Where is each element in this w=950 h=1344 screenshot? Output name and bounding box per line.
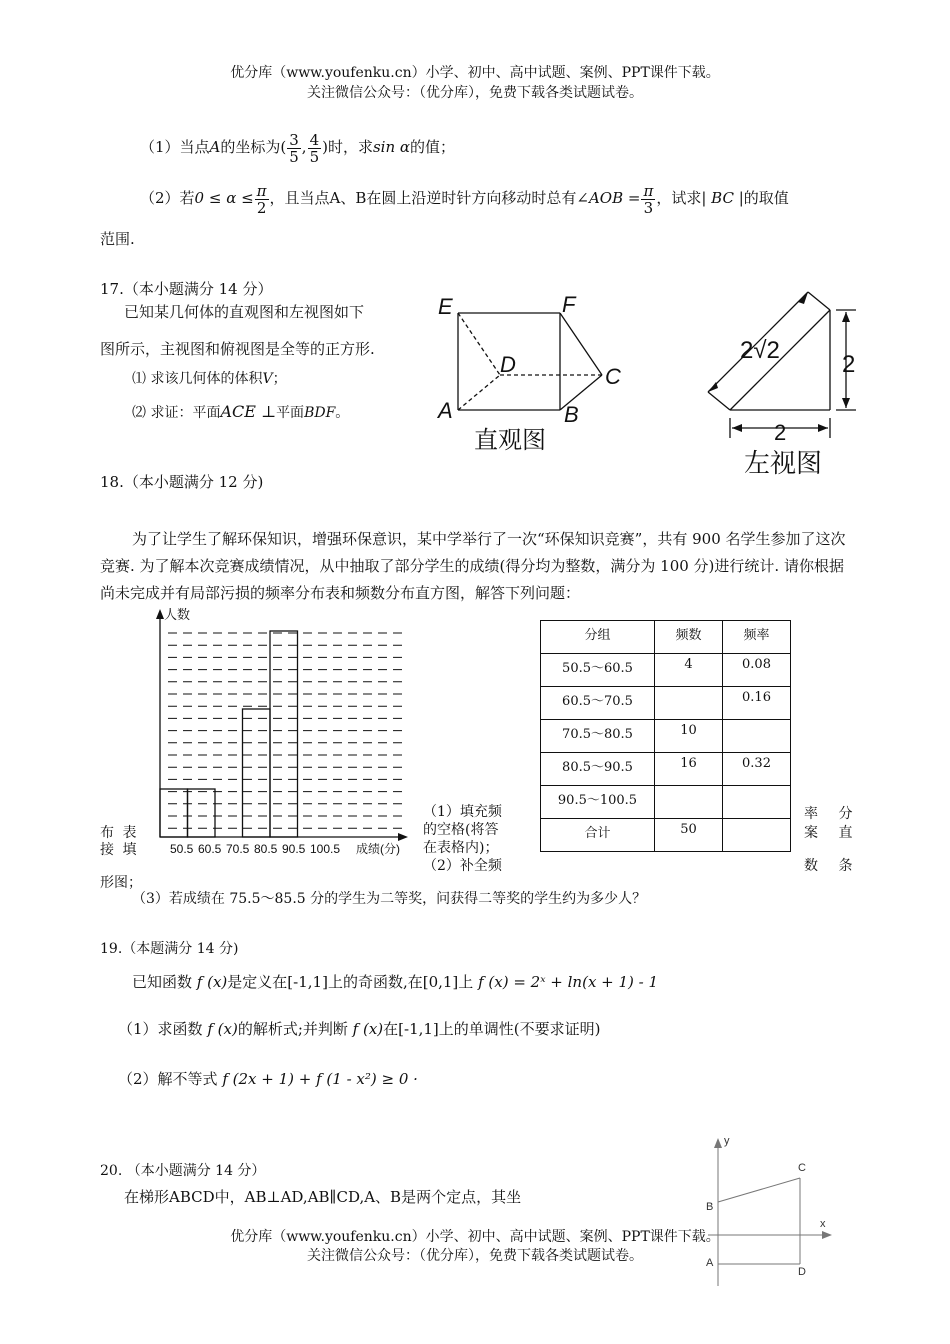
table-cell: 60.5～70.5 — [541, 687, 655, 720]
table-header: 频数 — [655, 621, 723, 654]
table-cell — [723, 819, 791, 852]
table-cell: 0.08 — [723, 654, 791, 687]
q20-trapezoid-figure — [700, 1130, 840, 1290]
q20-label-A: A — [706, 1257, 714, 1269]
side-right-1: 率 分 — [804, 806, 861, 822]
q17-item2: ⑵ 求证：平面ACE ⊥平面BDF。 — [132, 402, 350, 421]
hist-tick-label: 60.5 — [198, 842, 222, 856]
side-right-2: 案 直 — [804, 825, 861, 841]
q16-part2-tail: 范围. — [100, 230, 135, 248]
q20-title: 20. （本小题满分 14 分） — [100, 1163, 266, 1179]
histogram — [150, 605, 415, 860]
label-right-2: 2 — [842, 351, 856, 378]
table-cell: 4 — [655, 654, 723, 687]
q19-title: 19.（本题满分 14 分) — [100, 941, 239, 957]
hist-tick-label: 80.5 — [254, 842, 278, 856]
side-left-2: 接 填 — [100, 842, 139, 858]
table-cell: 10 — [655, 720, 723, 753]
table-row — [541, 720, 791, 753]
side-right-3: 数 条 — [804, 858, 861, 874]
q18-tail: 形图； — [100, 875, 142, 891]
q20-label-D: D — [798, 1266, 806, 1278]
q18-item3: （3）若成绩在 75.5～85.5 分的学生为二等奖，问获得二等奖的学生约为多少人？ — [132, 891, 647, 907]
table-header: 分组 — [541, 621, 655, 654]
table-cell: 0.32 — [723, 753, 791, 786]
q16-part2: （2）若0 ≤ α ≤ $\frac{\pi}{2}$ ，且当点A、B在圆上沿逆时针方向移动时总有∠AOB = $\frac{\pi}{3}$ ，试求| BC |的取值 — [140, 181, 789, 217]
table-cell — [655, 687, 723, 720]
table-cell: 90.5～100.5 — [541, 786, 655, 819]
q17-leftview-figure — [690, 280, 870, 480]
table-cell: 70.5～80.5 — [541, 720, 655, 753]
label-2sqrt2: 2√2 — [740, 337, 780, 364]
hist-tick-label: 90.5 — [282, 842, 306, 856]
q19-line3: （2）解不等式 f (2x + 1) + f (1 - x²) ≥ 0 · — [118, 1070, 418, 1088]
header-line-2: 关注微信公众号：（优分库），免费下载各类试题试卷。 — [307, 85, 643, 101]
table-cell: 50 — [655, 819, 723, 852]
q18-mid-2: 的空格(将答 — [423, 822, 499, 838]
table-row — [541, 786, 791, 819]
hist-bar — [160, 789, 188, 837]
footer-line-1: 优分库（www.youfenku.cn）小学、初中、高中试题、案例、PPT课件下载。 — [230, 1229, 720, 1245]
label-A: A — [438, 398, 453, 423]
q18-mid-3: 在表格内)； — [423, 840, 499, 856]
table-cell: 合计 — [541, 819, 655, 852]
label-D: D — [500, 352, 516, 377]
table-cell — [723, 786, 791, 819]
q20-line1: 在梯形ABCD中，AB⊥AD,AB∥CD,A、B是两个定点，其坐 — [124, 1188, 522, 1206]
q17-title: 17.（本小题满分 14 分） — [100, 280, 273, 298]
q16-part1: （1）当点A的坐标为( $\frac{3}{5}$ , $\frac{4}{5}$ )时，求sin α的值； — [140, 130, 456, 166]
q18-mid-4: （2）补全频 — [423, 858, 502, 874]
table-row — [541, 819, 791, 852]
hist-bar — [188, 789, 216, 837]
q18-mid-1: （1）填充频 — [423, 804, 502, 820]
q18-paragraph: 为了让学生了解环保知识，增强环保意识，某中学举行了一次“环保知识竞赛”，共有 900 名学生参加了这次竞赛. 为了解本次竞赛成绩情况，从中抽取了部分学生的成绩(得分均为整数，满分为 100 分)进行统计. 请你根据尚未完成并有局部污损的频率分布表和频数分布直方图，解答下列问题： — [100, 530, 846, 602]
hist-tick-label: 100.5 — [310, 842, 341, 856]
table-cell: 16 — [655, 753, 723, 786]
header-line-1: 优分库（www.youfenku.cn）小学、初中、高中试题、案例、PPT课件下载。 — [230, 65, 720, 81]
hist-tick-label: 50.5 — [170, 842, 194, 856]
caption-zuoshitu: 左视图 — [744, 448, 823, 478]
table-cell: 0.16 — [723, 687, 791, 720]
table-cell: 80.5～90.5 — [541, 753, 655, 786]
q17-prism-figure — [430, 290, 630, 460]
q20-label-y: y — [724, 1135, 730, 1147]
label-E: E — [438, 294, 453, 319]
table-header-row — [541, 621, 791, 654]
q17-line1: 已知某几何体的直观图和左视图如下 — [124, 303, 365, 321]
label-C: C — [605, 364, 621, 389]
table-row — [541, 654, 791, 687]
table-cell — [723, 720, 791, 753]
side-left-1: 布 表 — [100, 825, 139, 841]
hist-bar — [270, 631, 298, 837]
hist-xlabel: 成绩(分) — [356, 842, 400, 856]
q20-label-x: x — [820, 1218, 826, 1230]
table-row — [541, 687, 791, 720]
q17-item1: ⑴ 求该几何体的体积V； — [132, 371, 287, 387]
caption-zhiguantu: 直观图 — [474, 427, 546, 454]
q18-title: 18.（本小题满分 12 分) — [100, 473, 264, 491]
q17-line2: 图所示，主视图和俯视图是全等的正方形. — [100, 340, 375, 358]
q19-line1: 已知函数 f (x)是定义在[-1,1]上的奇函数,在[0,1]上 f (x) = 2ˣ + ln(x + 1) - 1 — [132, 973, 659, 991]
label-F: F — [562, 292, 576, 317]
table-header: 频率 — [723, 621, 791, 654]
table-cell — [655, 786, 723, 819]
q19-line2: （1）求函数 f (x)的解析式;并判断 f (x)在[-1,1]上的单调性(不要求证明) — [118, 1020, 601, 1038]
hist-tick-label: 70.5 — [226, 842, 250, 856]
table-row — [541, 753, 791, 786]
hist-bar — [243, 709, 271, 837]
q20-label-B: B — [706, 1201, 714, 1213]
label-B: B — [564, 402, 579, 427]
table-cell: 50.5～60.5 — [541, 654, 655, 687]
q20-label-C: C — [798, 1162, 806, 1174]
frequency-table — [540, 620, 791, 852]
hist-ylabel: 人数 — [164, 607, 191, 622]
footer-line-2: 关注微信公众号：（优分库），免费下载各类试题试卷。 — [307, 1248, 643, 1264]
label-bottom-2: 2 — [774, 420, 787, 445]
